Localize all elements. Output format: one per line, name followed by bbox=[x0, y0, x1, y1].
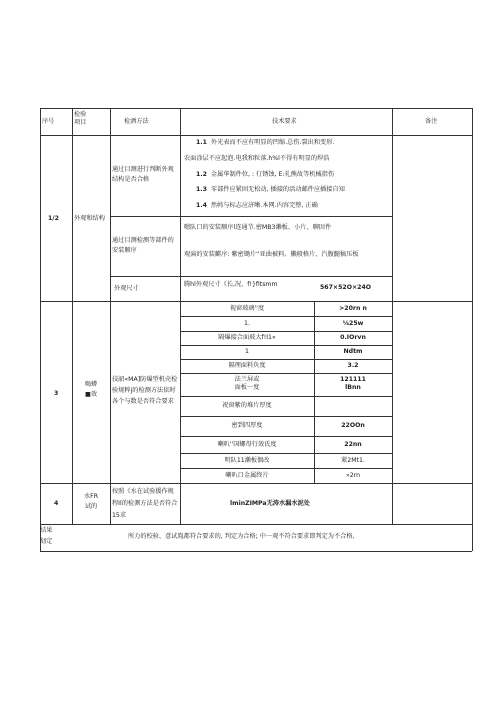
header-item: 检验 项目 bbox=[74, 111, 87, 126]
row1-req-1-3: 1.3 零部件应紧固无松动, 插接的活动邮件应插接自知 bbox=[196, 186, 345, 193]
rule-p4 bbox=[180, 359, 392, 360]
row1-method-a: 通过目测进行判断外观结构是否合格 bbox=[112, 166, 174, 183]
row1-seq: 1/2 bbox=[48, 215, 59, 222]
rule-row1-b bbox=[110, 276, 392, 277]
rule-p10 bbox=[180, 468, 392, 469]
rule-p2 bbox=[180, 331, 392, 332]
rule-right bbox=[472, 108, 473, 551]
rule-p8 bbox=[180, 436, 392, 437]
row1-req-b1: 嗯队口的安装顺序l连通节.密MB3濑板、小片、聊因件 bbox=[184, 224, 332, 231]
header-method: 检洒方法 bbox=[124, 118, 149, 125]
rule-row1-bottom bbox=[40, 301, 472, 302]
row1-req-1-2: 1.2 金属华制件位, : 仃锈蚀, E:礼熊故等机械指伤 bbox=[196, 171, 335, 178]
rule-p6 bbox=[180, 396, 392, 397]
rule-header-bottom bbox=[40, 135, 472, 136]
row3-method: 技韶«MA]防爆型机壳检验规粹j的检测方法依时各个与数是否符合要求 bbox=[112, 376, 178, 405]
header-requirement: 技术要求 bbox=[272, 118, 297, 125]
row1-item: 外观和结构 bbox=[74, 215, 105, 222]
row5-text: 所力的校验、意试胤都符合要求的, 判定为合格; 中一观不符合要求即判定为不合格, bbox=[128, 533, 355, 540]
rule-p9 bbox=[180, 453, 392, 454]
param-value-9: 22nn bbox=[344, 441, 362, 448]
param-value-11: »2rn bbox=[345, 472, 361, 479]
param-name-7: 祝窗紫的堆片厚度 bbox=[222, 402, 272, 409]
row4-method: 按照《水在试验援作规程Il的检测方法是否符合15求 bbox=[112, 488, 178, 519]
param-name-5: 隔理面料负度 bbox=[228, 362, 266, 369]
param-value-1: >20rn n bbox=[339, 305, 367, 312]
param-name-6: 法兰屏或 面板一度 bbox=[234, 376, 260, 391]
param-name-9: 喇叭''国螺母行效氏度 bbox=[217, 441, 277, 448]
param-name-11: 喇叭口金属终片 bbox=[225, 472, 269, 479]
rule-p5 bbox=[180, 373, 392, 374]
rule-left bbox=[40, 108, 41, 551]
param-value-4: Ndtm bbox=[343, 348, 363, 355]
row3-item: 喝蟒 ■效 bbox=[84, 381, 98, 398]
row4-seq: 4 bbox=[54, 500, 59, 507]
rule-bottom bbox=[40, 551, 472, 552]
row3-seq: 3 bbox=[54, 390, 59, 397]
rule-row4-bottom bbox=[40, 524, 472, 525]
row1-method-b: 通过目测检测等部件的安装顺序 bbox=[112, 237, 174, 254]
rule-col-remark bbox=[392, 108, 393, 524]
header-remark: 备注 bbox=[425, 118, 438, 125]
rule-col-item bbox=[72, 108, 73, 524]
row4-requirement: lminZIMPa无涛水漏水泥处 bbox=[230, 500, 310, 507]
row5-label: 结果 划定 bbox=[40, 527, 53, 545]
row1-req-c1: 腾hl外观尺寸《长,况、f!}fitsmm bbox=[184, 281, 278, 288]
param-name-1: 视窗玻璃''度 bbox=[229, 305, 265, 312]
row4-item: 水FR 试的 bbox=[83, 493, 99, 510]
param-name-10: 明队11濑板偶改 bbox=[224, 457, 270, 464]
rule-p7 bbox=[180, 416, 392, 417]
param-value-2: ⅛25w bbox=[342, 320, 364, 327]
rule-top bbox=[40, 108, 472, 109]
rule-row3-bottom bbox=[40, 483, 472, 484]
row1-req-b2: 观演的安装麒序: 紫密锄片''亚曲被料、獭般格片、汽腹髓稿压板 bbox=[184, 251, 359, 258]
rule-p3 bbox=[180, 345, 392, 346]
row1-req-c2: 567×52O×24O bbox=[320, 284, 372, 291]
row1-req-1-1b: 农面涂层不应起泡.电我和粒落.h%l不得有明显的焊浩 bbox=[184, 155, 330, 162]
row1-req-1-1: 1.1 外光表而不应有明显的凹缩.总伤.裂出和变形. bbox=[196, 139, 335, 146]
rule-p1 bbox=[180, 316, 392, 317]
param-value-5: 3.2 bbox=[347, 362, 359, 369]
row1-req-1-4: 1.4 然帏与标志应济晰.本网.内容完整, 正确 bbox=[196, 202, 318, 209]
header-seq: 序号 bbox=[42, 118, 55, 125]
param-value-3: 0.IOrvn bbox=[340, 334, 366, 341]
param-value-8: 22OOn bbox=[341, 422, 365, 429]
param-name-4: 1 bbox=[245, 348, 249, 355]
param-name-2: 1. bbox=[244, 320, 250, 327]
rule-row1-a bbox=[110, 216, 392, 217]
param-name-3: 隔爆接合面玻大f!I1« bbox=[218, 334, 276, 341]
param-value-6: 121111 lBnn bbox=[340, 376, 366, 391]
rule-col-value bbox=[314, 301, 315, 483]
param-value-10: 紧2Mt1. bbox=[341, 457, 365, 464]
rule-col-method bbox=[110, 108, 111, 524]
param-name-8: 密到四厚度 bbox=[231, 422, 263, 429]
row1-method-c: 外观尺寸 bbox=[114, 285, 139, 292]
